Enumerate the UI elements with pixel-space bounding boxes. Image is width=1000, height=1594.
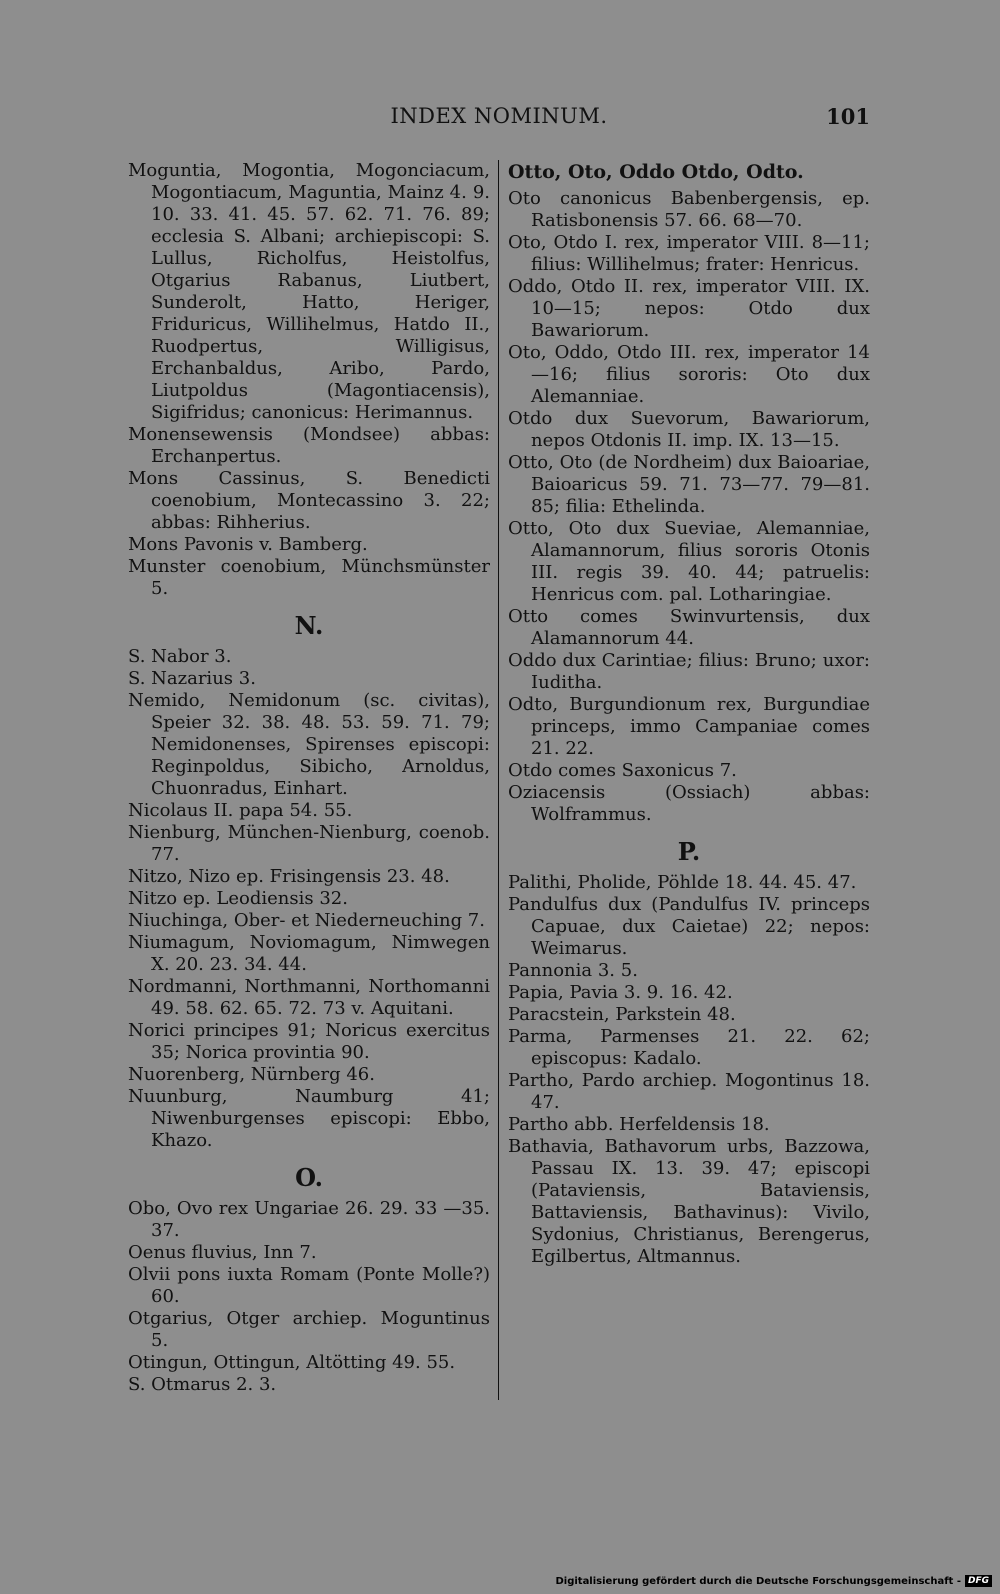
index-entry: Otto, Oto (de Nordheim) dux Baioariae, Baioaricus 59. 71. 73—77. 79—81. 85; filia: Ethelinda. [508, 452, 870, 517]
section-letter-n: N. [294, 611, 324, 640]
index-entry: Otto comes Swinvurtensis, dux Alamannorum 44. [508, 606, 870, 649]
index-entry: Partho, Pardo archiep. Mogontinus 18. 47. [508, 1070, 870, 1113]
index-entry: S. Otmarus 2. 3. [128, 1374, 277, 1395]
running-title: INDEX NOMINUM. [390, 104, 608, 128]
index-entry: Munster coenobium, Münchsmünster 5. [128, 556, 490, 599]
index-entry: Mons Pavonis v. Bamberg. [128, 534, 368, 555]
index-entry: Odto, Burgundionum rex, Burgundiae princeps, immo Campaniae comes 21. 22. [508, 694, 870, 759]
index-entry: Monensewensis (Mondsee) abbas: Erchanpertus. [128, 424, 490, 467]
index-entry: Papia, Pavia 3. 9. 16. 42. [508, 982, 733, 1003]
index-entry: Pannonia 3. 5. [508, 960, 638, 981]
index-entry: Nuorenberg, Nürnberg 46. [128, 1064, 375, 1085]
footer [555, 1572, 992, 1590]
index-entry: Nuunburg, Naumburg 41; Niwenburgenses episcopi: Ebbo, Khazo. [128, 1086, 490, 1151]
index-entry: Oto, Otdo I. rex, imperator VIII. 8—11; filius: Willihelmus; frater: Henricus. [508, 232, 870, 275]
index-entry: Oddo dux Carintiae; filius: Bruno; uxor: Iuditha. [508, 650, 870, 693]
index-entry: Niumagum, Noviomagum, Nimwegen X. 20. 23. 34. 44. [128, 932, 490, 975]
index-entry: Otdo dux Suevorum, Bawariorum, nepos Otdonis II. imp. IX. 13—15. [508, 408, 870, 451]
group-heading: Otto, Oto, Oddo Otdo, Odto. [508, 161, 804, 183]
index-entry: Oddo, Otdo II. rex, imperator VIII. IX. 10—15; nepos: Otdo dux Bawariorum. [508, 276, 870, 341]
index-entry: Paracstein, Parkstein 48. [508, 1004, 736, 1025]
index-entry: Otingun, Ottingun, Altötting 49. 55. [128, 1352, 456, 1373]
page-number: 101 [826, 104, 870, 129]
index-entry: Nicolaus II. papa 54. 55. [128, 800, 353, 821]
section-letter-o: O. [295, 1163, 323, 1192]
footer-credit: Digitalisierung gefördert durch die Deutsche Forschungsgemeinschaft - [555, 1575, 961, 1587]
index-entry: Oto, Oddo, Otdo III. rex, imperator 14—16; filius sororis: Oto dux Alemanniae. [508, 342, 870, 407]
index-entry: Otgarius, Otger archiep. Moguntinus 5. [128, 1308, 490, 1351]
index-entry: Nitzo, Nizo ep. Frisingensis 23. 48. [128, 866, 450, 887]
left-column [128, 160, 490, 1396]
index-entry: Partho abb. Herfeldensis 18. [508, 1114, 770, 1135]
index-entry: Palithi, Pholide, Pöhlde 18. 44. 45. 47. [508, 872, 857, 893]
index-entry: Mons Cassinus, S. Benedicti coenobium, Montecassino 3. 22; abbas: Rihherius. [128, 468, 490, 533]
index-entry: Nemido, Nemidonum (sc. civitas), Speier 32. 38. 48. 53. 59. 71. 79; Nemidonenses, Spirenses episcopi: Reginpoldus, Sibicho, Arnoldus, Chuonradus, Einhart. [128, 690, 490, 799]
index-entry: Oenus fluvius, Inn 7. [128, 1242, 317, 1263]
index-entry: S. Nazarius 3. [128, 668, 256, 689]
index-entry: S. Nabor 3. [128, 646, 232, 667]
index-entry: Otdo comes Saxonicus 7. [508, 760, 737, 781]
index-entry: Pandulfus dux (Pandulfus IV. princeps Capuae, dux Caietae) 22; nepos: Weimarus. [508, 894, 870, 959]
index-entry: Oziacensis (Ossiach) abbas: Wolframmus. [508, 782, 870, 825]
index-entry: Nitzo ep. Leodiensis 32. [128, 888, 348, 909]
index-entry: Moguntia, Mogontia, Mogonciacum, Mogontiacum, Maguntia, Mainz 4. 9. 10. 33. 41. 45. 57. 62. 71. 76. 89; ecclesia S. Albani; archiepiscopi: S. Lullus, Richolfus, Heistolfus, Otgarius Rabanus, Liutbert, Sunderolt, Hatto, Heriger, Friduricus, Willihelmus, Hatdo II., Ruodpertus, Willigisus, Erchanbaldus, Aribo, Pardo, Liutpoldus (Magontiacensis), Sigifridus; canonicus: Herimannus. [128, 160, 490, 423]
section-letter-p: P. [677, 837, 701, 866]
index-columns [128, 160, 870, 1410]
page-header [128, 104, 870, 134]
index-entry: Niuchinga, Ober- et Niederneuching 7. [128, 910, 485, 931]
index-entry: Norici principes 91; Noricus exercitus 35; Norica provintia 90. [128, 1020, 490, 1063]
dfg-logo-icon: DFG [965, 1575, 992, 1587]
index-entry: Nordmanni, Northmanni, Northomanni 49. 58. 62. 65. 72. 73 v. Aquitani. [128, 976, 490, 1019]
index-entry: Bathavia, Bathavorum urbs, Bazzowa, Passau IX. 13. 39. 47; episcopi (Pataviensis, Bataviensis, Battaviensis, Bathavinus): Vivilo, Sydonius, Christianus, Berengerus, Egilbertus, Altmannus. [508, 1136, 870, 1267]
index-entry: Otto, Oto dux Sueviae, Alemanniae, Alamannorum, filius sororis Otonis III. regis 39. 40. 44; patruelis: Henricus com. pal. Lotharingiae. [508, 518, 870, 605]
right-column [508, 160, 870, 1268]
index-entry: Parma, Parmenses 21. 22. 62; episcopus: Kadalo. [508, 1026, 870, 1069]
index-entry: Olvii pons iuxta Romam (Ponte Molle?) 60. [128, 1264, 490, 1307]
index-entry: Obo, Ovo rex Ungariae 26. 29. 33 —35. 37. [128, 1198, 490, 1241]
column-divider [498, 160, 499, 1400]
index-entry: Oto canonicus Babenbergensis, ep. Ratisbonensis 57. 66. 68—70. [508, 188, 870, 231]
index-entry: Nienburg, München-Nienburg, coenob. 77. [128, 822, 490, 865]
